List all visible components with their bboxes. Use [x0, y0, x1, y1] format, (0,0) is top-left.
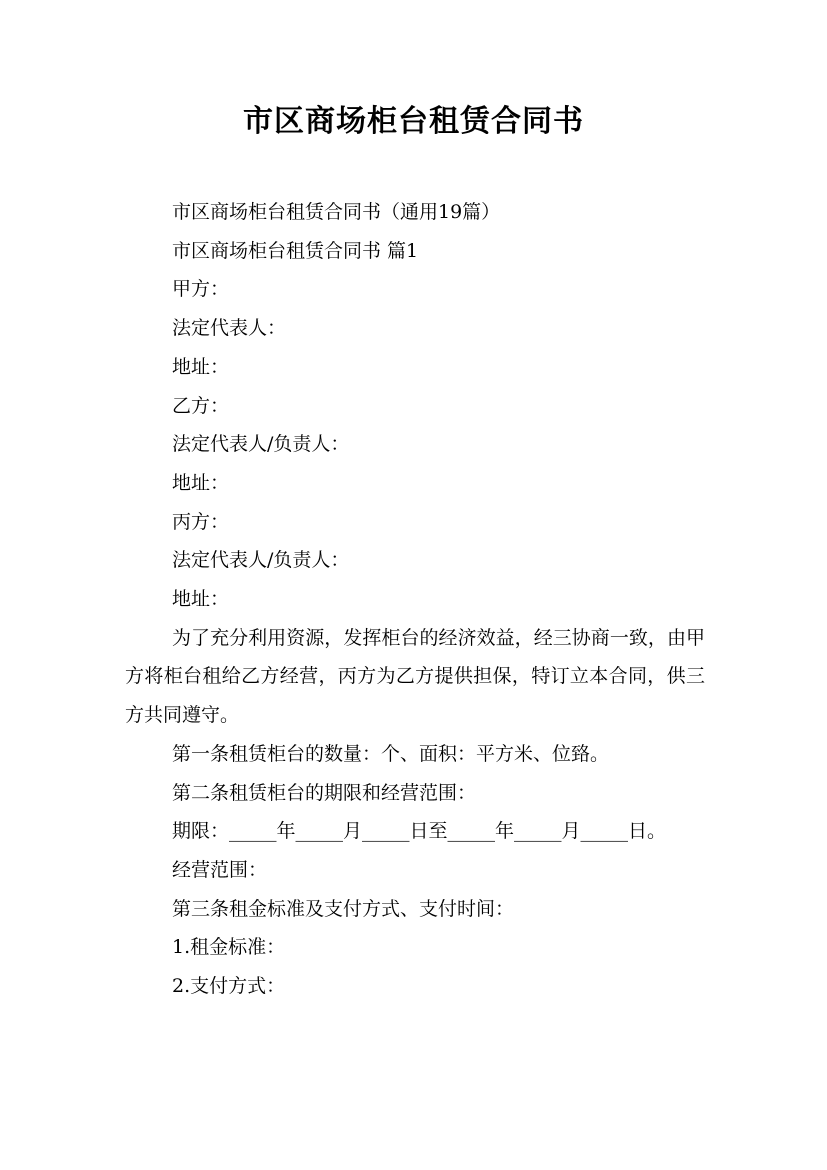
article-3: 第三条租金标准及支付方式、支付时间： — [172, 897, 515, 920]
party-b-address: 地址： — [172, 471, 230, 494]
article-1: 第一条租赁柜台的数量：个、面积：平方米、位臵。 — [172, 742, 610, 765]
party-b-label: 乙方： — [172, 394, 230, 417]
document-body — [125, 193, 705, 1006]
party-a-representative: 法定代表人： — [172, 317, 287, 340]
document-title: 市区商场柜台租赁合同书 — [243, 104, 584, 139]
preamble-paragraph: 为了充分利用资源，发挥柜台的经济效益，经三协商一致，由甲方将柜台租给乙方经营，丙方为乙方提供担保，特订立本合同，供三方共同遵守。 — [125, 626, 705, 727]
term-period: 期限：_____年_____月_____日至_____年_____月_____日。 — [172, 820, 667, 843]
party-c-label: 丙方： — [172, 510, 230, 533]
party-a-address: 地址： — [172, 355, 230, 378]
party-c-representative: 法定代表人/负责人： — [172, 549, 350, 572]
party-b-representative: 法定代表人/负责人： — [172, 433, 350, 456]
article-2: 第二条租赁柜台的期限和经营范围： — [172, 781, 477, 804]
section-heading: 市区商场柜台租赁合同书 篇1 — [172, 239, 419, 262]
rent-standard: 1.租金标准： — [172, 936, 286, 959]
payment-method: 2.支付方式： — [172, 975, 286, 998]
doc-subtitle: 市区商场柜台租赁合同书（通用19篇） — [172, 201, 501, 223]
party-c-address: 地址： — [172, 588, 230, 611]
business-scope: 经营范围： — [172, 858, 268, 881]
party-a-label: 甲方： — [172, 278, 230, 301]
